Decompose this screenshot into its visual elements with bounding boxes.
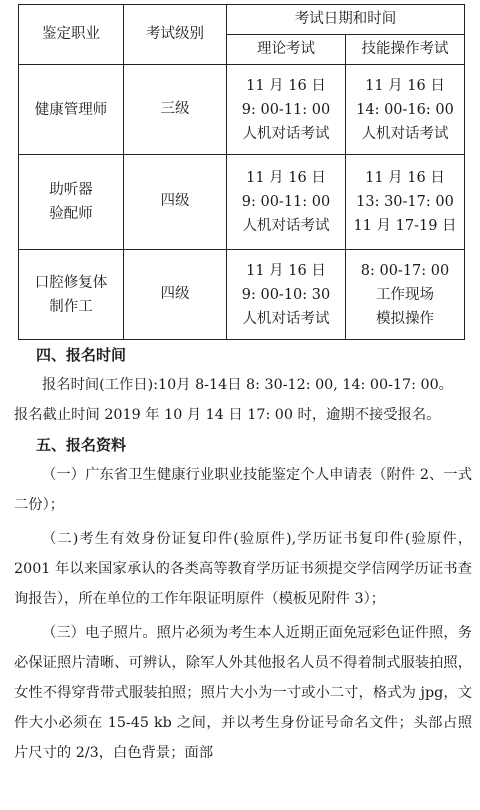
theory-line: 11 月 16 日 <box>246 262 326 279</box>
theory-line: 11 月 16 日 <box>246 170 326 186</box>
level-cell: 三级 <box>124 65 227 155</box>
skill-cell <box>346 155 465 250</box>
theory-cell <box>227 155 346 250</box>
skill-line: 11 月 16 日 <box>365 77 445 94</box>
theory-cell <box>227 65 346 155</box>
section-heading-registration-time: 四、报名时间 <box>36 346 127 364</box>
header-date-time: 考试日期和时间 <box>227 5 465 35</box>
document-body <box>14 340 472 768</box>
theory-line: 9: 00-11: 00 <box>241 101 331 118</box>
occupation-line: 口腔修复体 <box>34 274 108 291</box>
table-row <box>19 65 465 155</box>
occupation-line: 健康管理师 <box>34 101 108 118</box>
theory-cell <box>227 250 346 340</box>
header-occupation: 鉴定职业 <box>19 5 124 65</box>
table-row <box>19 250 465 340</box>
occupation-cell <box>19 155 124 250</box>
exam-schedule-table <box>18 4 465 340</box>
materials-item-1: （一）广东省卫生健康行业职业技能鉴定个人申请表（附件 2、一式二份）； <box>14 467 472 513</box>
skill-line: 13: 30-17: 00 <box>356 194 454 210</box>
header-level: 考试级别 <box>124 5 227 65</box>
theory-line: 人机对话考试 <box>242 310 330 327</box>
level-cell: 四级 <box>124 250 227 340</box>
skill-cell <box>346 250 465 340</box>
skill-line: 模拟操作 <box>376 310 434 327</box>
theory-line: 人机对话考试 <box>242 218 330 234</box>
header-skill: 技能操作考试 <box>346 35 465 65</box>
skill-line: 14: 00-16: 00 <box>356 101 454 118</box>
occupation-line: 制作工 <box>49 298 93 315</box>
header-theory: 理论考试 <box>227 35 346 65</box>
skill-line: 11 月 17-19 日 <box>353 218 457 234</box>
level-cell: 四级 <box>124 155 227 250</box>
registration-time-line: 报名时间(工作日):10月 8-14日 8: 30-12: 00, 14: 00-17: 00。 <box>42 377 453 393</box>
skill-cell <box>346 65 465 155</box>
theory-line: 人机对话考试 <box>242 125 330 142</box>
skill-line: 工作现场 <box>376 286 434 303</box>
skill-line: 11 月 16 日 <box>365 170 445 186</box>
occupation-cell <box>19 65 124 155</box>
skill-line: 8: 00-17: 00 <box>360 262 450 279</box>
theory-line: 9: 00-11: 00 <box>241 194 331 210</box>
materials-item-3: （三）电子照片。照片必须为考生本人近期正面免冠彩色证件照，务必保证照片清晰、可辨认，除军人外其他报名人员不得着制式服装拍照，女性不得穿背带式服装拍照；照片大小为一寸或小二寸，格式为 jpg，文件大小必须在 15-45 kb 之间，并以考生身份证号命名文件；头部占照片尺寸的 2/3，白色背景；面部 <box>14 625 472 761</box>
occupation-line: 验配师 <box>49 206 93 222</box>
theory-line: 11 月 16 日 <box>246 77 326 94</box>
occupation-line: 助听器 <box>49 182 93 198</box>
registration-deadline-line: 报名截止时间 2019 年 10 月 14 日 17: 00 时，逾期不接受报名。 <box>14 407 441 423</box>
materials-item-2: （二)考生有效身份证复印件(验原件),学历证书复印件(验原件，2001 年以来国家承认的各类高等教育学历证书须提交学信网学历证书查询报告），所在单位的工作年限证明原件（模板见附件 3）； <box>14 531 472 607</box>
occupation-cell <box>19 250 124 340</box>
table-header-row <box>19 5 465 35</box>
section-heading-registration-materials: 五、报名资料 <box>36 436 127 454</box>
skill-line: 人机对话考试 <box>361 125 449 142</box>
theory-line: 9: 00-10: 30 <box>241 286 331 303</box>
table-row <box>19 155 465 250</box>
